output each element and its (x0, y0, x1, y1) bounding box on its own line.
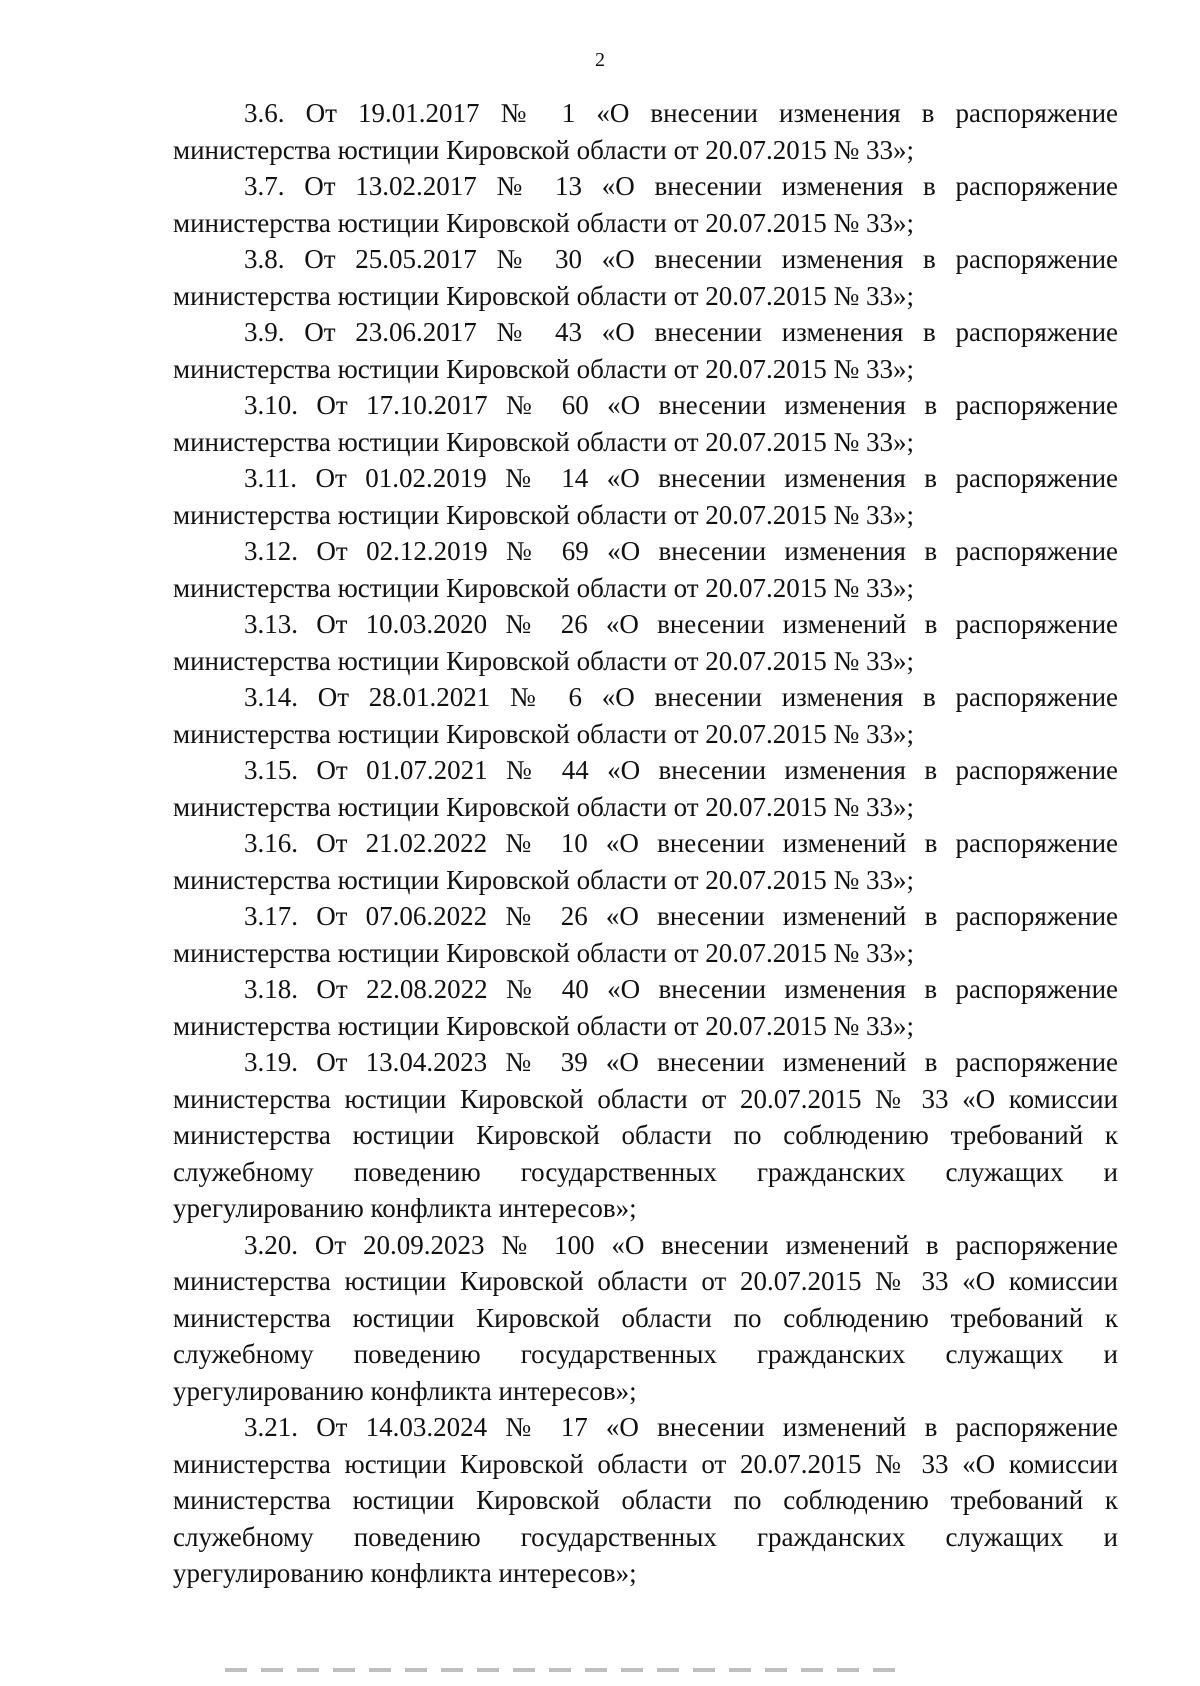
cut-off-next-line (225, 1668, 905, 1672)
item-text: От 01.07.2021 № 44 «О внесении изменения в распоряжение министерства юстиции Кировской области от 20.07.2015 № 33»; (173, 755, 1119, 822)
list-item (173, 1409, 1118, 1592)
item-number: 3.6. (244, 98, 285, 128)
item-text: От 21.02.2022 № 10 «О внесении изменений в распоряжение министерства юстиции Кировской области от 20.07.2015 № 33»; (173, 828, 1118, 895)
item-text: От 25.05.2017 № 30 «О внесении изменения в распоряжение министерства юстиции Кировской области от 20.07.2015 № 33»; (173, 244, 1119, 311)
item-text: От 13.02.2017 № 13 «О внесении изменения в распоряжение министерства юстиции Кировской области от 20.07.2015 № 33»; (173, 171, 1119, 238)
item-number: 3.18. (244, 974, 298, 1004)
list-item (173, 606, 1118, 679)
list-item (173, 1227, 1118, 1410)
list-item (173, 533, 1118, 606)
item-text: От 19.01.2017 № 1 «О внесении изменения в распоряжение министерства юстиции Кировской области от 20.07.2015 № 33»; (173, 98, 1119, 165)
item-text: От 14.03.2024 № 17 «О внесении изменений в распоряжение министерства юстиции Кировской области от 20.07.2015 № 33 «О комиссии министерства юстиции Кировской области по соблюдению требований к служебному поведению государственных гражданских служащих и урегулированию конфликта интересов»; (173, 1412, 1118, 1588)
list-item (173, 825, 1118, 898)
list-item (173, 1044, 1118, 1227)
item-text: От 20.09.2023 № 100 «О внесении изменений в распоряжение министерства юстиции Кировской области от 20.07.2015 № 33 «О комиссии министерства юстиции Кировской области по соблюдению требований к служебному поведению государственных гражданских служащих и урегулированию конфликта интересов»; (173, 1229, 1119, 1406)
item-number: 3.15. (244, 755, 298, 785)
item-text: От 28.01.2021 № 6 «О внесении изменения в распоряжение министерства юстиции Кировской области от 20.07.2015 № 33»; (173, 682, 1119, 749)
item-text: От 23.06.2017 № 43 «О внесении изменения в распоряжение министерства юстиции Кировской области от 20.07.2015 № 33»; (173, 317, 1119, 384)
item-number: 3.7. (244, 171, 285, 201)
item-text: От 07.06.2022 № 26 «О внесении изменений в распоряжение министерства юстиции Кировской области от 20.07.2015 № 33»; (173, 901, 1118, 968)
list-item (173, 314, 1118, 387)
list-item (173, 971, 1118, 1044)
item-number: 3.20. (244, 1229, 298, 1260)
item-number: 3.19. (244, 1047, 298, 1077)
list-item (173, 898, 1118, 971)
item-number: 3.10. (244, 390, 298, 420)
item-number: 3.17. (244, 901, 298, 931)
list-item (173, 460, 1118, 533)
item-number: 3.8. (244, 244, 285, 274)
item-number: 3.21. (244, 1412, 298, 1442)
item-text: От 22.08.2022 № 40 «О внесении изменения в распоряжение министерства юстиции Кировской области от 20.07.2015 № 33»; (173, 974, 1119, 1041)
list-item (173, 752, 1118, 825)
list-item (173, 168, 1118, 241)
item-number: 3.16. (244, 828, 298, 858)
list-item (173, 95, 1118, 168)
item-text: От 02.12.2019 № 69 «О внесении изменения в распоряжение министерства юстиции Кировской области от 20.07.2015 № 33»; (173, 536, 1119, 603)
item-text: От 01.02.2019 № 14 «О внесении изменения в распоряжение министерства юстиции Кировской области от 20.07.2015 № 33»; (173, 463, 1119, 530)
item-number: 3.9. (244, 317, 285, 347)
item-number: 3.12. (244, 536, 298, 566)
item-number: 3.13. (244, 609, 298, 639)
document-body (173, 95, 1118, 1592)
list-item (173, 387, 1118, 460)
item-number: 3.11. (244, 463, 297, 493)
item-number: 3.14. (244, 682, 298, 712)
list-item (173, 241, 1118, 314)
list-item (173, 679, 1118, 752)
page-number: 2 (595, 49, 605, 71)
item-text: От 17.10.2017 № 60 «О внесении изменения в распоряжение министерства юстиции Кировской области от 20.07.2015 № 33»; (173, 390, 1119, 457)
item-text: От 10.03.2020 № 26 «О внесении изменений в распоряжение министерства юстиции Кировской области от 20.07.2015 № 33»; (173, 609, 1118, 676)
item-text: От 13.04.2023 № 39 «О внесении изменений в распоряжение министерства юстиции Кировской области от 20.07.2015 № 33 «О комиссии министерства юстиции Кировской области по соблюдению требований к служебному поведению государственных гражданских служащих и урегулированию конфликта интересов»; (173, 1047, 1118, 1223)
